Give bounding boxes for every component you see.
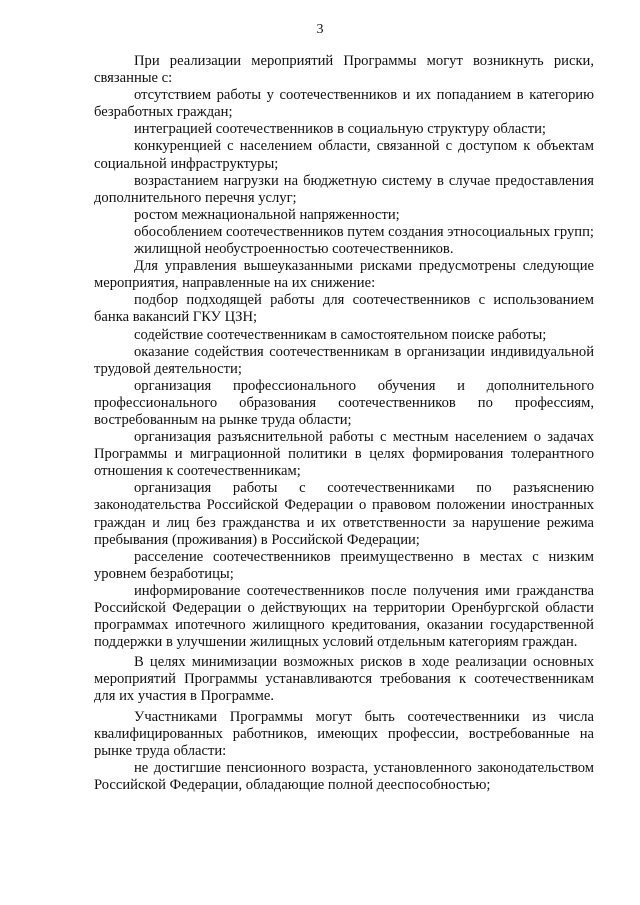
paragraph-risk-competition: конкуренцией с населением области, связанной с доступом к объектам социальной инфраструктуры; (94, 138, 594, 172)
paragraph-measure-legal: организация работы с соотечественниками по разъяснению законодательства Российской Федерации о правовом положении иностранных граждан и лиц без гражданства и их ответственности за нарушение режима пребывания (проживания) в Российской Федерации; (94, 480, 594, 548)
page-number: 3 (316, 22, 324, 37)
paragraph-measure-training: организация профессионального обучения и дополнительного профессионального образования соотечественников по профессиям, востребованным на рынке труда области; (94, 377, 594, 428)
paragraph-risk-unemployment: отсутствием работы у соотечественников и их попаданием в категорию безработных граждан; (94, 87, 594, 121)
paragraph-measure-mortgage: информирование соотечественников после получения ими гражданства Российской Федерации о действующих на территории Оренбургской области программах ипотечного жилищного кредитования, оказании государственной поддержки в улучшении жилищных условий отдельным категориям граждан. (94, 582, 594, 651)
paragraph-risk-isolation: обособлением соотечественников путем создания этносоциальных групп; (134, 223, 594, 240)
paragraph-risk-housing: жилищной необустроенностью соотечественников. (134, 241, 454, 258)
paragraph-measure-job-search: подбор подходящей работы для соотечественников с использованием банка вакансий ГКУ ЦЗН; (94, 292, 594, 326)
paragraph-requirements: В целях минимизации возможных рисков в ходе реализации основных мероприятий Программы устанавливаются требования к соотечественникам для их участия в Программе. (94, 654, 594, 705)
paragraph-measure-settlement: расселение соотечественников преимущественно в местах с низким уровнем безработицы; (94, 548, 594, 582)
paragraph-risk-tension: ростом межнациональной напряженности; (134, 206, 400, 223)
document-body (94, 53, 594, 794)
paragraph-risk-integration: интеграцией соотечественников в социальную структуру области; (134, 121, 546, 138)
paragraph-risks-intro: При реализации мероприятий Программы могут возникнуть риски, связанные с: (94, 53, 594, 87)
paragraph-measures-intro: Для управления вышеуказанными рисками предусмотрены следующие мероприятия, направленные на их снижение: (94, 258, 594, 292)
paragraph-measure-outreach: организация разъяснительной работы с местным населением о задачах Программы и миграционной политики в целях формирования толерантного отношения к соотечественникам; (94, 429, 594, 480)
paragraph-participants: Участниками Программы могут быть соотечественники из числа квалифицированных работников, имеющих профессии, востребованные на рынке труда области: (94, 708, 594, 759)
paragraph-participant-age: не достигшие пенсионного возраста, установленного законодательством Российской Федерации, обладающие полной дееспособностью; (94, 759, 594, 793)
paragraph-measure-self-search: содействие соотечественникам в самостоятельном поиске работы; (134, 326, 547, 343)
paragraph-risk-budget: возрастанием нагрузки на бюджетную систему в случае предоставления дополнительного перечня услуг; (94, 172, 594, 206)
paragraph-measure-entrepreneurship: оказание содействия соотечественникам в организации индивидуальной трудовой деятельности; (94, 343, 594, 377)
